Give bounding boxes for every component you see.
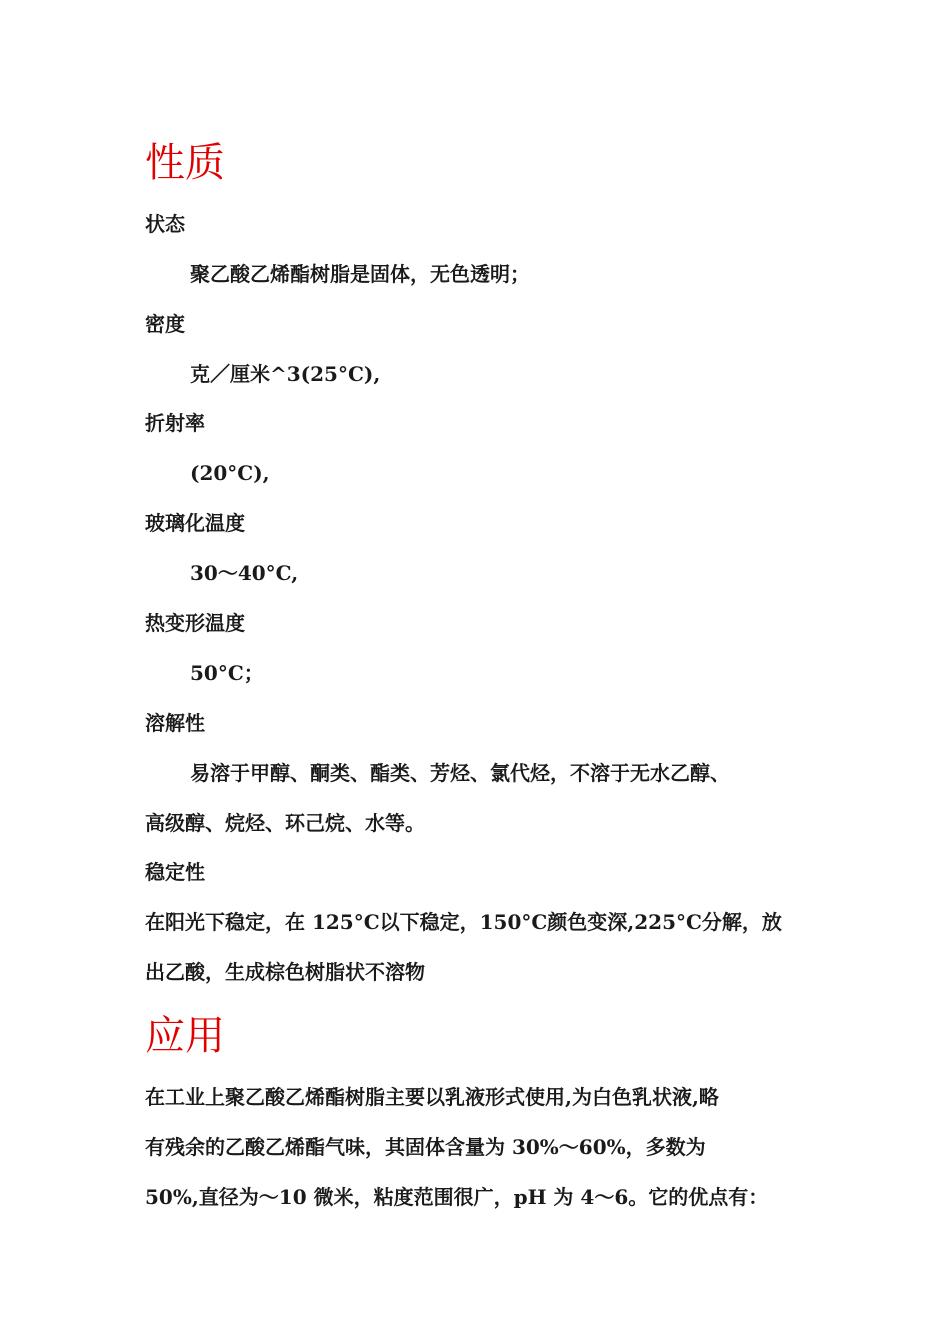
value-solubility-line2: 高级醇、烷烃、环己烷、水等。 (145, 811, 425, 835)
applications-line3: 50%,直径为～10 微米，粘度范围很广，pH 为 4～6。它的优点有： (145, 1185, 769, 1209)
value-solubility-line1: 易溶于甲醇、酮类、酯类、芳烃、氯代烃，不溶于无水乙醇、 (190, 761, 730, 785)
label-heat-deflection: 热变形温度 (145, 611, 245, 635)
label-solubility: 溶解性 (145, 711, 205, 735)
label-glass-transition: 玻璃化温度 (145, 511, 245, 535)
applications-line2: 有残余的乙酸乙烯酯气味，其固体含量为 30%～60%，多数为 (145, 1135, 706, 1159)
value-stability-line1: 在阳光下稳定，在 125°C以下稳定，150°C颜色变深,225°C分解，放 (145, 910, 782, 934)
value-state: 聚乙酸乙烯酯树脂是固体，无色透明； (190, 262, 530, 286)
value-stability-line2: 出乙酸，生成棕色树脂状不溶物 (145, 960, 425, 984)
applications-line1: 在工业上聚乙酸乙烯酯树脂主要以乳液形式使用,为白色乳状液,略 (145, 1085, 719, 1109)
heading-applications: 应用 (145, 1013, 225, 1059)
value-glass-transition: 30～40°C, (190, 561, 299, 585)
label-density: 密度 (145, 312, 185, 336)
heading-properties: 性质 (145, 140, 225, 186)
label-stability: 稳定性 (145, 860, 205, 884)
value-refractive-index: (20°C), (190, 461, 270, 485)
value-heat-deflection: 50°C； (190, 661, 264, 685)
value-density: 克／厘米^3(25°C), (190, 362, 381, 386)
label-refractive-index: 折射率 (145, 411, 205, 435)
label-state: 状态 (145, 212, 185, 236)
